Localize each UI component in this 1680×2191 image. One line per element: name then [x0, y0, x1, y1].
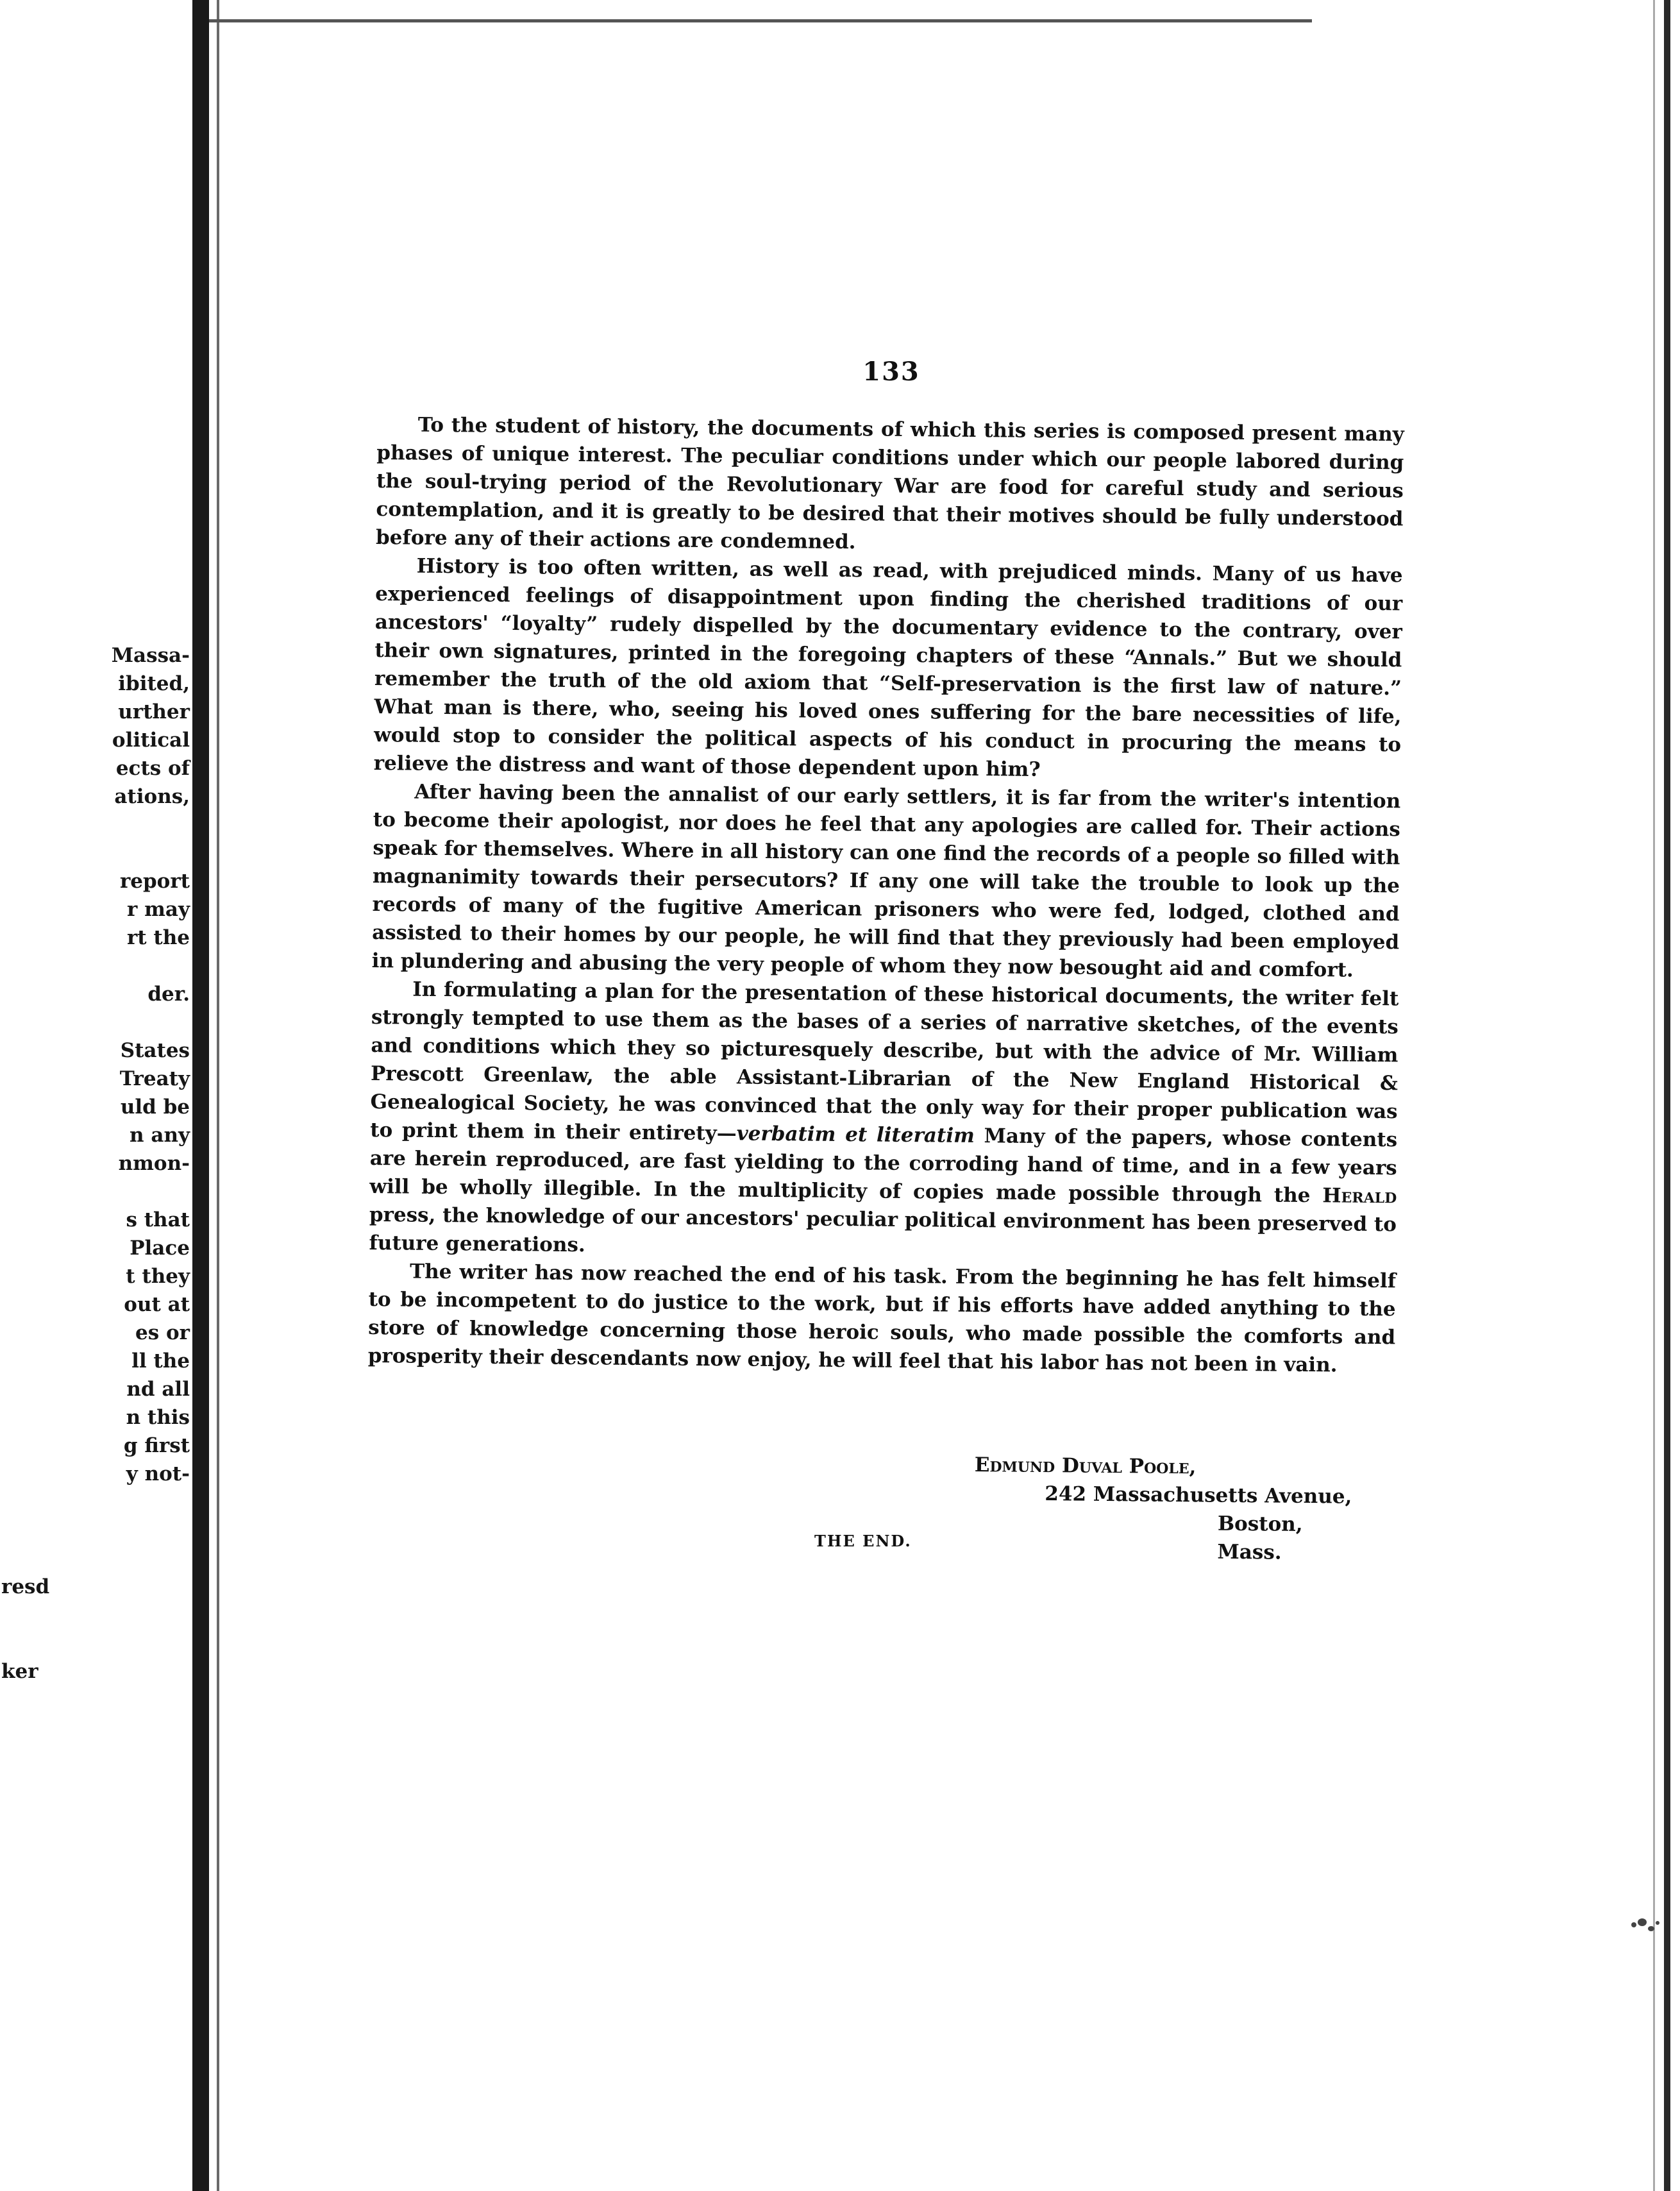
facing-page-line: n any [130, 1124, 190, 1147]
paragraph-4-part-3: press, the knowledge of our ancestors' peculiar political environment has been preserved to future generations. [369, 1203, 1397, 1257]
facing-page-line: out at [124, 1293, 190, 1316]
facing-page-line: Place [130, 1237, 190, 1260]
facing-page-line: n this [126, 1406, 190, 1429]
facing-page-line: der. [147, 983, 190, 1006]
facing-page-line: s that [126, 1208, 190, 1231]
facing-page-line [0, 1008, 192, 1036]
facing-page-line: es or [135, 1321, 190, 1344]
facing-page-line: ll the [131, 1349, 190, 1373]
facing-page-line: nmon- [118, 1152, 190, 1175]
facing-page-line: y not- [126, 1462, 190, 1485]
signature-block [973, 1451, 1372, 1568]
facing-page-line: States [120, 1039, 190, 1062]
top-page-edge [209, 19, 1312, 22]
author-name: Edmund Duval Poole, [974, 1453, 1197, 1479]
paragraph-4-part-2: Many of the papers, whose contents are herein reproduced, are fast yielding to the corroding hand of time, and in a few years will be wholly illegible. In the multiplicity of copies made possible through the [369, 1124, 1398, 1208]
facing-page-line [0, 1488, 192, 1516]
facing-page-line: ects of [115, 757, 190, 780]
paragraph-3: After having been the annalist of our early settlers, it is far from the writer's intention to become their apologist, nor does he feel that any apologies are called for. Their actions speak for themselves. Where in all history can one find the records of a people so filled with magnanimity towards their persecutors? If any one will take the trouble to look up the records of many of the fugitive American prisoners who were fed, lodged, clothed and assisted to their homes by our people, he will find that they previously had been employed in plundering and abusing the very people of whom they now besought aid and comfort. [371, 780, 1401, 982]
latin-phrase: verbatim et literatim [736, 1122, 975, 1147]
the-end-text: THE END. [814, 1532, 912, 1550]
facing-page-line: ker [1, 1660, 38, 1683]
right-page-edge [1664, 0, 1670, 2191]
author-city: Boston, Mass. [1217, 1512, 1303, 1564]
facing-page-line: ibited, [118, 672, 190, 695]
paragraph-4-part-1: In formulating a plan for the presentation of these historical documents, the writer felt strongly tempted to use them as the bases of a series of narrative sketches, of the events and conditions which they so picturesquely describe, but with the advice of Mr. William Prescott Greenlaw, the able Assistant-Librarian of the New England Historical & Genealogical Society, he was convinced that the only way for their proper publication was to print them in their entirety— [370, 977, 1399, 1146]
paragraph-1: To the student of history, the documents of which this series is composed present many phases of unique interest. The peculiar conditions under which our people labored during the soul-trying period of the Revolutionary War are food for careful study and serious contemplation, and it is greatly to be desired that their motives should be fully understood before any of their actions are condemned. [375, 413, 1404, 554]
author-street: 242 Massachusetts Avenue, [1045, 1482, 1352, 1509]
paragraph-2: History is too often written, as well as read, with prejudiced minds. Many of us have experienced feelings of disappointment upon finding the cherished traditions of our ancestors' “loyalty” rudely dispelled by the documentary evidence to the contrary, over their own signatures, printed in the foregoing chapters of these “Annals.” But we should remember the truth of the old axiom that “Self-preservation is the first law of nature.” What man is there, who, seeing his loved ones suffering for the bare necessities of life, would stop to consider the political aspects of his conduct in procuring the means to relieve the distress and want of those dependent upon him? [373, 554, 1403, 781]
paragraph-5: The writer has now reached the end of his task. From the beginning he has felt himself to be incompetent to do justice to the work, but if his efforts have added anything to the store of knowledge concerning those heroic souls, who made possible the comforts and prosperity their descendants now enjoy, he will feel that his labor has not been in vain. [367, 1260, 1397, 1377]
facing-page-line: Massa- [111, 644, 190, 667]
body-text [368, 410, 1404, 1380]
facing-page-line: uld be [120, 1096, 190, 1119]
facing-page-line: urther [118, 700, 190, 723]
facing-page-line [0, 811, 192, 839]
facing-page-fragment [0, 641, 192, 1686]
facing-page-line: olitical [112, 729, 190, 752]
facing-page-line [0, 839, 192, 867]
page-number: 133 [862, 357, 920, 387]
facing-page-line: r may [126, 898, 190, 921]
paragraph-4 [369, 975, 1399, 1267]
herald-press-name: Herald [1322, 1184, 1397, 1208]
facing-page-line [0, 1178, 192, 1206]
facing-page-line [0, 1516, 192, 1544]
facing-page-line: report [119, 870, 190, 893]
facing-page-line: nd all [126, 1378, 190, 1401]
facing-page-line [0, 1544, 192, 1573]
facing-page-line [0, 1629, 192, 1657]
facing-page-line: Treaty [119, 1067, 190, 1090]
facing-page-line [0, 952, 192, 980]
facing-page-line: ations, [114, 785, 190, 808]
right-page-edge-thin [1653, 0, 1655, 2191]
facing-page-line: resd [1, 1575, 50, 1598]
binding-gutter [192, 0, 209, 2191]
facing-page-line: t they [126, 1265, 190, 1288]
facing-page-line: rt the [126, 926, 190, 949]
gutter-edge-line [217, 0, 219, 2191]
facing-page-line [0, 1601, 192, 1629]
facing-page-line: g first [123, 1434, 190, 1457]
scan-specks [1629, 1915, 1667, 1940]
